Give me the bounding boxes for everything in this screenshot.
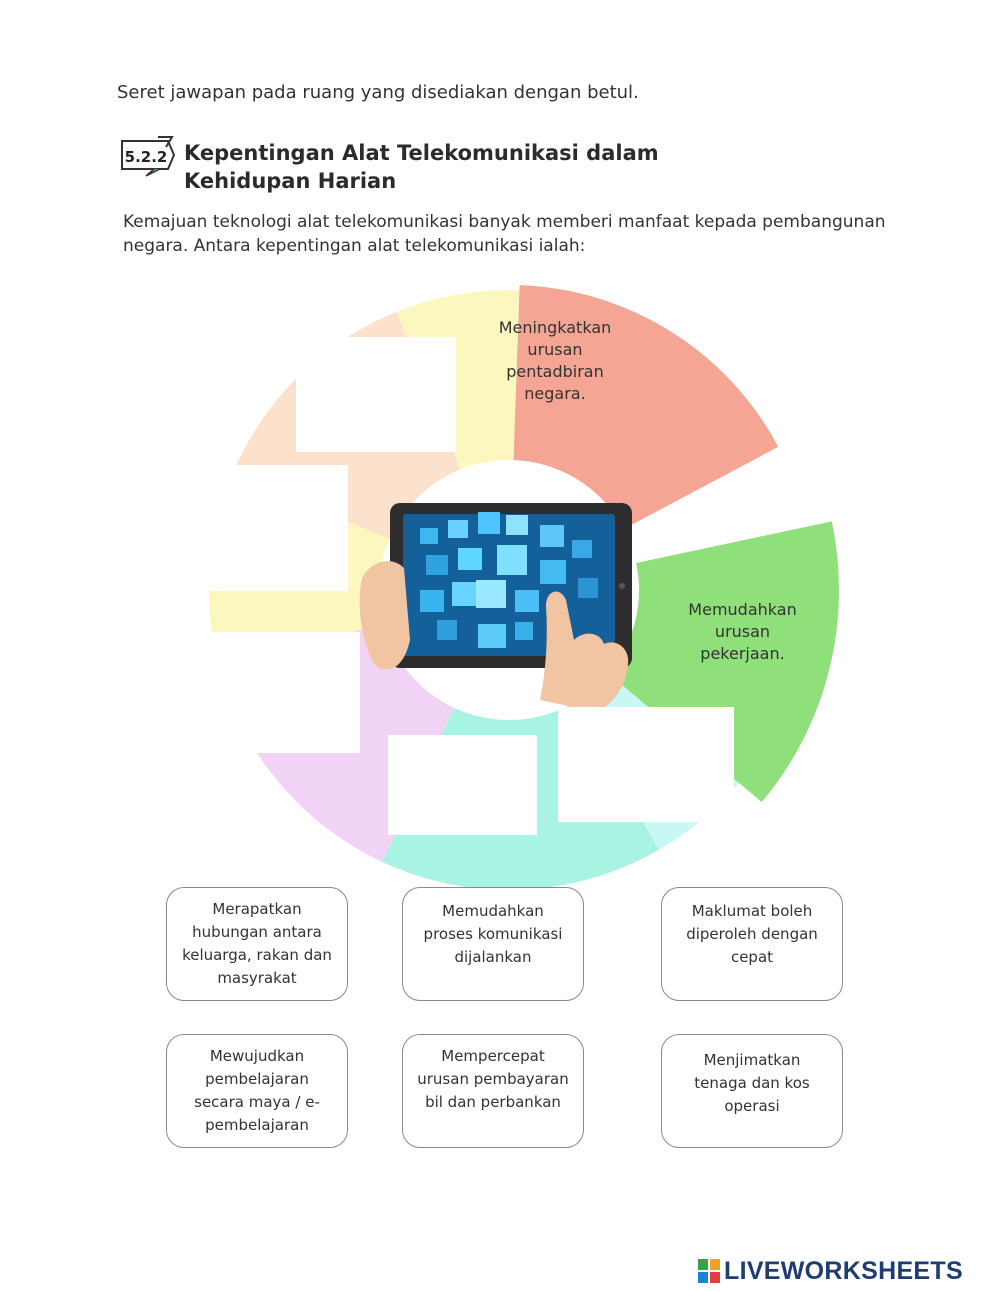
section-number: 5.2.2 — [124, 148, 168, 166]
segment-label-administration — [470, 317, 640, 405]
intro-text: Kemajuan teknologi alat telekomunikasi banyak memberi manfaat kepada pembangunan negara. Antara kepentingan alat telekomunikasi ialah: — [123, 212, 886, 256]
segment-label-line: pentadbiran — [506, 362, 604, 381]
answer-card-1[interactable]: Merapatkan hubungan antara keluarga, rakan dan masyrakat — [166, 887, 348, 1001]
answer-card-4[interactable]: Mewujudkan pembelajaran secara maya / e-pembelajaran — [166, 1034, 348, 1148]
segment-label-line: pekerjaan. — [700, 644, 785, 663]
liveworksheets-logo-icon — [698, 1259, 720, 1283]
segment-label-line: Memudahkan — [688, 600, 797, 619]
answer-card-5[interactable]: Mempercepat urusan pembayaran bil dan perbankan — [402, 1034, 584, 1148]
drop-zone-5[interactable] — [558, 707, 734, 822]
drop-zone-1[interactable] — [296, 337, 456, 452]
answer-card-2[interactable]: Memudahkan proses komunikasi dijalankan — [402, 887, 584, 1001]
answer-card-3[interactable]: Maklumat boleh diperoleh dengan cepat — [661, 887, 843, 1001]
liveworksheets-brand — [698, 1256, 963, 1286]
answer-card-6[interactable]: Menjimatkan tenaga dan kos operasi — [661, 1034, 843, 1148]
segment-label-work — [665, 599, 820, 665]
drop-zone-4[interactable] — [388, 735, 537, 835]
drop-zone-3[interactable] — [210, 632, 360, 753]
brand-name: LIVEWORKSHEETS — [724, 1256, 963, 1285]
segment-label-line: Meningkatkan — [498, 318, 612, 337]
segment-label-line: urusan — [527, 340, 583, 359]
segment-label-line: urusan — [714, 622, 771, 641]
section-title-line-2: Kehidupan Harian — [184, 169, 397, 193]
section-title-line-1: Kepentingan Alat Telekomunikasi dalam — [184, 141, 659, 165]
instruction-text: Seret jawapan pada ruang yang disediakan dengan betul. — [117, 82, 639, 103]
segment-label-line: negara. — [524, 384, 586, 403]
drop-zone-2[interactable] — [189, 465, 348, 591]
